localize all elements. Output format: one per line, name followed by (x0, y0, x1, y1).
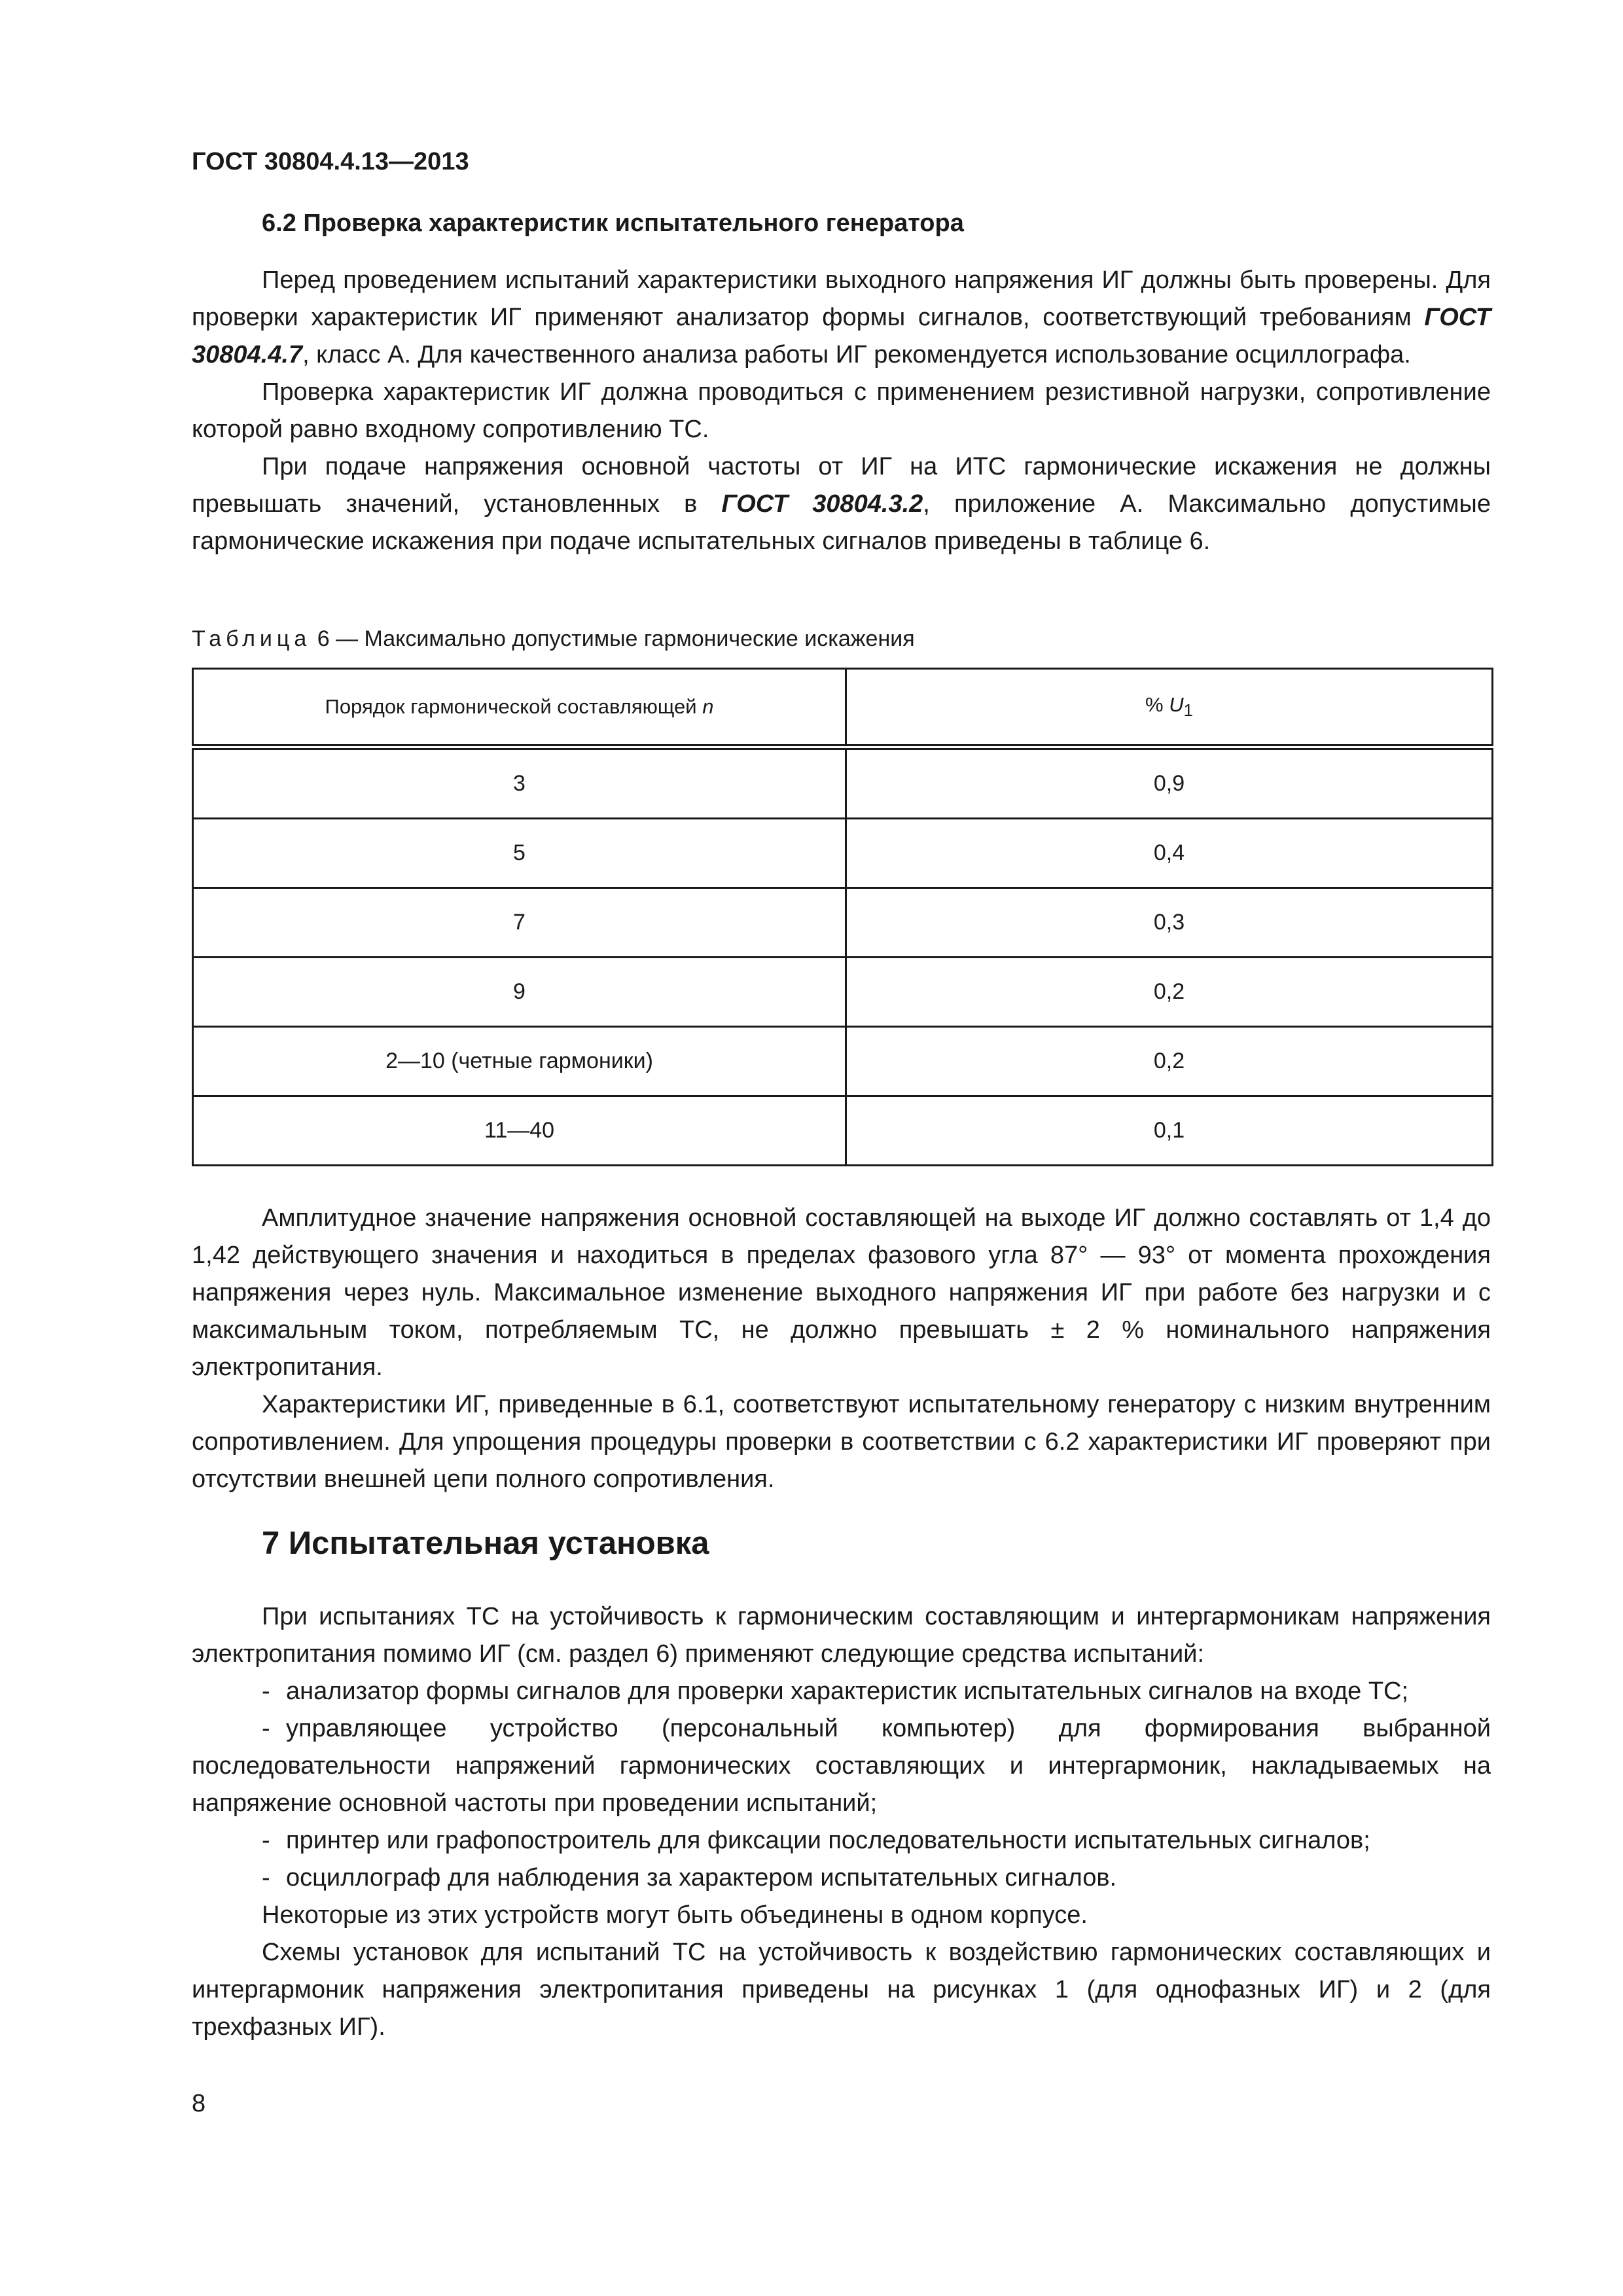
list-item (262, 1822, 1491, 1859)
section-title-7: 7 Испытательная установка (262, 1526, 709, 1561)
table-row (193, 888, 1493, 958)
header-variable: U (1169, 692, 1184, 716)
cell-order: 11—40 (193, 1096, 846, 1166)
cell-order: 2—10 (четные гармоники) (193, 1027, 846, 1096)
header-text: % (1145, 692, 1169, 716)
list-dash: - (262, 1864, 270, 1892)
harmonics-table (192, 668, 1493, 1166)
section-6-2-body (192, 262, 1491, 560)
paragraph-text: При подаче напряжения основной частоты от ИГ на ИТС гармонические искажения не должны превышать значений, установленных в (192, 453, 1491, 518)
list-item-text: управляющее устройство (персональный компьютер) для формирования выбранной последовательности напряжений гармонических составляющих и интергармоник, накладываемых на напряжение основной частоты при проведении испытаний; (192, 1715, 1491, 1817)
after-table-body (192, 1200, 1491, 1498)
paragraph (192, 448, 1491, 560)
table-row (193, 1027, 1493, 1096)
list-dash: - (262, 1827, 270, 1854)
cell-order: 3 (193, 747, 846, 819)
table-row (193, 747, 1493, 819)
table-row (193, 958, 1493, 1027)
column-header-percent (846, 669, 1493, 747)
cell-value: 0,9 (846, 747, 1493, 819)
cell-value: 0,1 (846, 1096, 1493, 1166)
list-item (262, 1673, 1491, 1710)
cell-value: 0,4 (846, 819, 1493, 888)
paragraph-text: Перед проведением испытаний характеристики выходного напряжения ИГ должны быть проверены. Для проверки характеристик ИГ применяют анализатор формы сигналов, соответствующий требованиям (192, 266, 1491, 331)
paragraph: Амплитудное значение напряжения основной составляющей на выходе ИГ должно составлять от 1,4 до 1,42 действующего значения и находиться в пределах фазового угла 87° — 93° от момента прохождения напряжения через нуль. Максимальное изменение выходного напряжения ИГ при работе без нагрузки и с максимальным током, потребляемым ТС, не должно превышать ± 2 % номинального напряжения электропитания. (192, 1204, 1491, 1381)
section-7-body (192, 1598, 1491, 2046)
cell-value: 0,2 (846, 1027, 1493, 1096)
page-number: 8 (192, 2090, 206, 2117)
paragraph: При испытаниях ТС на устойчивость к гармоническим составляющим и интергармоникам напряжения электропитания помимо ИГ (см. раздел 6) применяют следующие средства испытаний: (192, 1603, 1491, 1668)
list-item (192, 1710, 1491, 1822)
section-title-6-2: 6.2 Проверка характеристик испытательного генератора (262, 209, 964, 237)
cell-value: 0,3 (846, 888, 1493, 958)
table-row (193, 819, 1493, 888)
header-text: Порядок гармонической составляющей (325, 695, 703, 718)
table-header-row (193, 669, 1493, 747)
paragraph: Схемы установок для испытаний ТС на устойчивость к воздействию гармонических составляющих и интергармоник напряжения электропитания приведены на рисунках 1 (для однофазных ИГ) и 2 (для трехфазных ИГ). (192, 1939, 1491, 2041)
cell-order: 5 (193, 819, 846, 888)
paragraph: Некоторые из этих устройств могут быть объединены в одном корпусе. (262, 1901, 1088, 1929)
list-dash: - (262, 1677, 270, 1705)
paragraph-text: , приложение А. Максимально допустимые гармонические искажения при подаче испытательных сигналов приведены в таблице 6. (192, 490, 1491, 555)
column-header-order (193, 669, 846, 747)
list-item (262, 1859, 1491, 1897)
list-item-text: осциллограф для наблюдения за характером испытательных сигналов. (286, 1864, 1117, 1892)
cell-order: 7 (193, 888, 846, 958)
table-row (193, 1096, 1493, 1166)
table-caption-label: Таблица (192, 626, 312, 651)
cell-value: 0,2 (846, 958, 1493, 1027)
cell-order: 9 (193, 958, 846, 1027)
header-subscript: 1 (1183, 702, 1193, 721)
header-variable: n (702, 695, 714, 718)
table-caption-text: 6 — Максимально допустимые гармонические искажения (311, 626, 915, 651)
document-header: ГОСТ 30804.4.13—2013 (192, 148, 469, 175)
table-caption (192, 626, 915, 652)
list-item-text: анализатор формы сигналов для проверки характеристик испытательных сигналов на входе ТС; (286, 1677, 1409, 1705)
standard-reference: ГОСТ 30804.3.2 (721, 490, 923, 518)
paragraph: Характеристики ИГ, приведенные в 6.1, соответствуют испытательному генератору с низким внутренним сопротивлением. Для упрощения процедуры проверки в соответствии с 6.2 характеристики ИГ проверяют при отсутствии внешней цепи полного сопротивления. (192, 1391, 1491, 1493)
standard-reference: ГОСТ 30804.4.7 (192, 304, 1491, 368)
list-dash: - (262, 1715, 270, 1742)
paragraph (192, 262, 1491, 374)
list-item-text: принтер или графопостроитель для фиксации последовательности испытательных сигналов; (286, 1827, 1370, 1854)
paragraph-text: , класс А. Для качественного анализа работы ИГ рекомендуется использование осциллографа. (302, 341, 1411, 368)
paragraph: Проверка характеристик ИГ должна проводиться с применением резистивной нагрузки, сопротивление которой равно входному сопротивлению ТС. (192, 378, 1491, 443)
